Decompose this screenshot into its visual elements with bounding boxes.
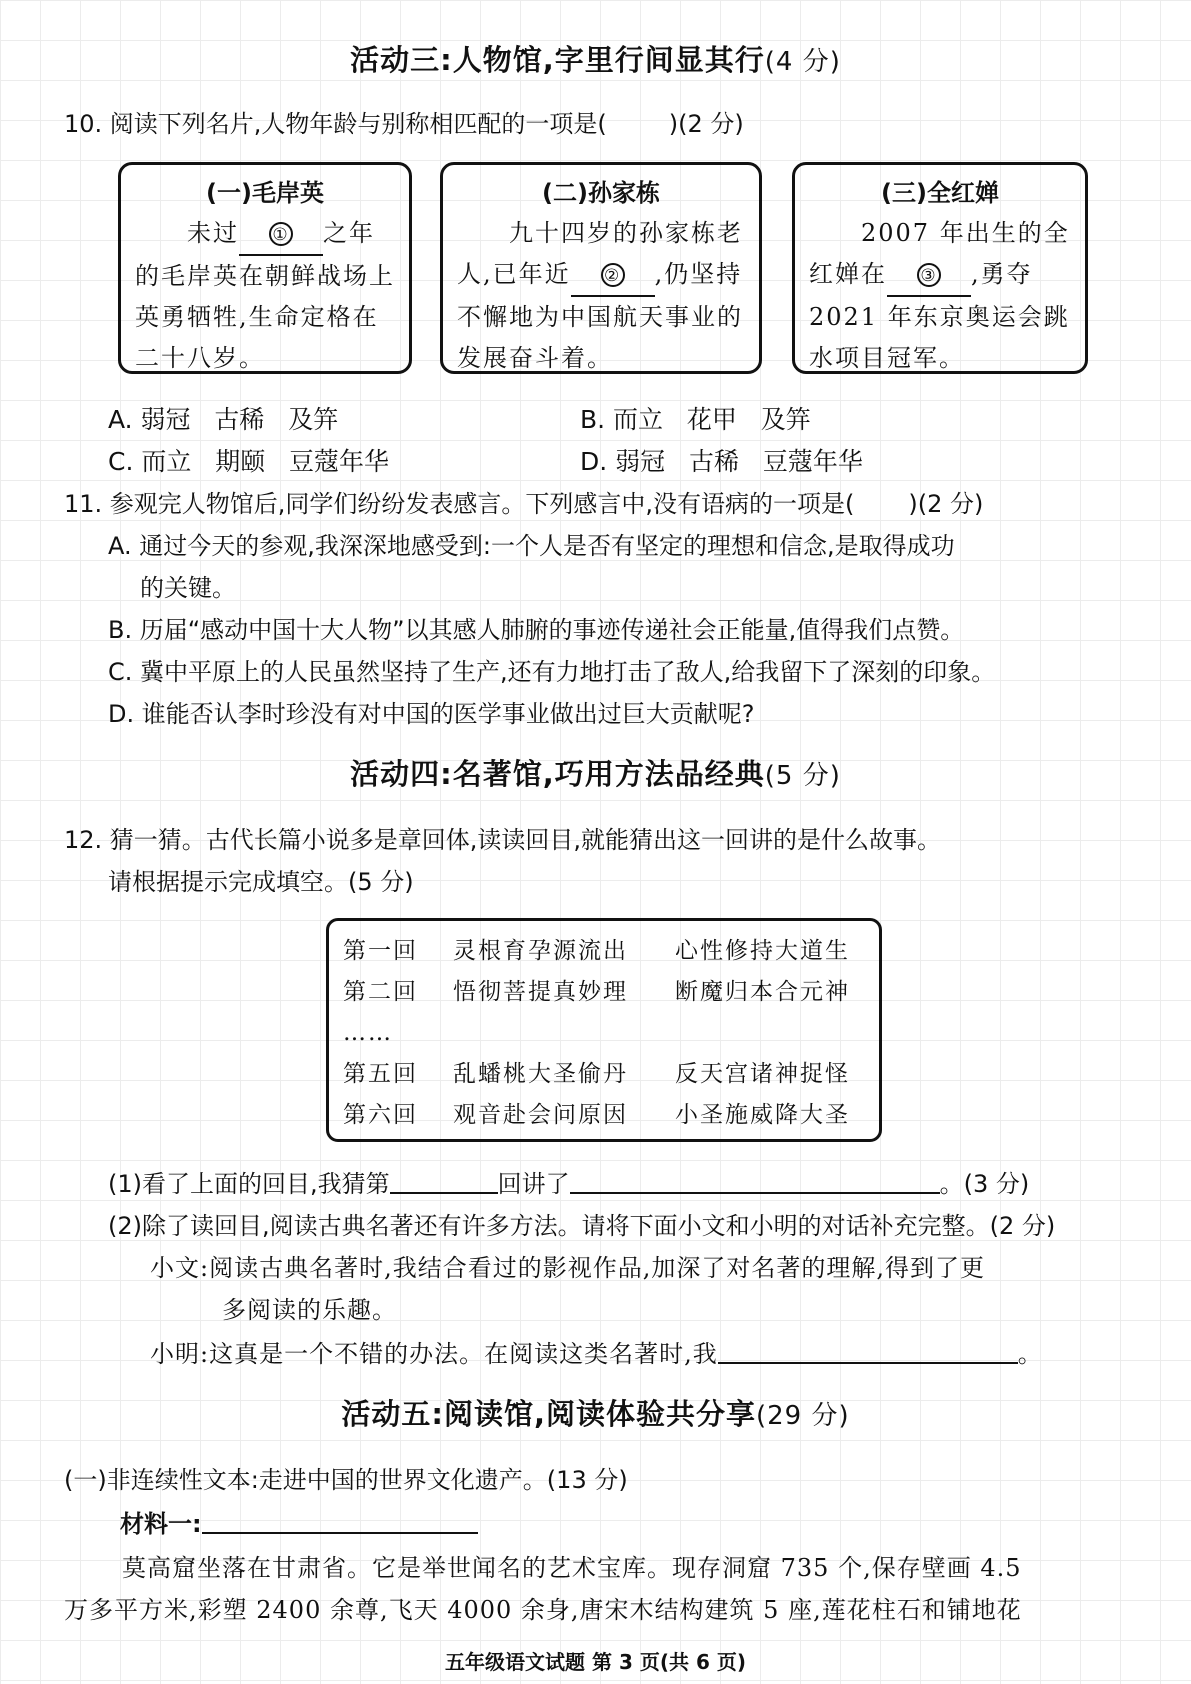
card-3-title: (三)全红婵 xyxy=(881,179,999,207)
xiaoming-end: 。 xyxy=(1017,1340,1043,1368)
chapter-row xyxy=(343,1054,865,1095)
q11-option-a[interactable]: A. 通过今天的参观,我深深地感受到:一个人是否有坚定的理想和信念,是取得成功 xyxy=(108,532,955,560)
activity3-points: (4 分) xyxy=(764,47,841,77)
material1-line2: 万多平方米,彩塑 2400 余尊,飞天 4000 余身,唐宋木结构建筑 5 座,莲花柱石和铺地花 xyxy=(64,1596,1022,1624)
chapter-row xyxy=(343,1095,865,1136)
card-2-text xyxy=(457,213,745,379)
blank-mark-3: ③ xyxy=(917,263,941,287)
chapter-row xyxy=(343,972,865,1013)
q11-stem-text: 11. 参观完人物馆后,同学们纷纷发表感言。下列感言中,没有语病的一项是( xyxy=(64,490,855,518)
xiaowen-line1: 小文:阅读古典名著时,我结合看过的影视作品,加深了对名著的理解,得到了更 xyxy=(150,1254,985,1282)
chapter-line-b: 心性修持大道生 xyxy=(675,938,850,964)
activity5-title: 活动五:阅读馆,阅读体验共分享 xyxy=(341,1397,756,1431)
q10-option-c[interactable]: C. 而立 期颐 豆蔻年华 xyxy=(108,447,390,476)
activity5-points: (29 分) xyxy=(755,1401,850,1431)
chapter-line-b: 反天宫诸神捉怪 xyxy=(675,1061,850,1087)
chapter-number: 第一回 xyxy=(343,938,418,964)
q11-option-c[interactable]: C. 冀中平原上的人民虽然坚持了生产,还有力地打击了敌人,给我留下了深刻的印象。 xyxy=(108,658,996,686)
q12-sub1-text-c: 。(3 分) xyxy=(939,1170,1030,1198)
activity4-title: 活动四:名著馆,巧用方法品经典 xyxy=(350,757,765,791)
xiaoming-line xyxy=(150,1334,1043,1369)
chapter-titles-box xyxy=(326,918,882,1142)
q10-stem-end: )(2 分) xyxy=(668,110,744,138)
chapter-row xyxy=(343,931,865,972)
q10-stem xyxy=(64,104,744,139)
xiaowen-line2: 多阅读的乐趣。 xyxy=(222,1296,397,1324)
activity4-points: (5 分) xyxy=(764,761,841,791)
activity3-heading xyxy=(0,38,1191,79)
q11-option-a-cont: 的关键。 xyxy=(140,574,236,602)
blank-mark-2: ② xyxy=(601,263,625,287)
xiaoming-text: 小明:这真是一个不错的办法。在阅读这类名著时,我 xyxy=(150,1340,718,1368)
xiaoming-answer-blank[interactable] xyxy=(718,1338,1018,1364)
chapter-story-blank[interactable] xyxy=(570,1168,940,1194)
name-card-1 xyxy=(118,162,412,374)
chapter-line-a: 乱蟠桃大圣偷丹 xyxy=(453,1061,628,1087)
chapter-ellipsis: …… xyxy=(343,1020,393,1046)
page-footer: 五年级语文试题 第 3 页(共 6 页) xyxy=(445,1650,746,1674)
activity5-heading xyxy=(0,1392,1191,1433)
q12-stem-line2: 请根据提示完成填空。(5 分) xyxy=(108,868,414,896)
card-3-text xyxy=(809,213,1071,379)
material1-title-blank[interactable] xyxy=(202,1508,478,1534)
material1-line1: 莫高窟坐落在甘肃省。它是举世闻名的艺术宝库。现存洞窟 735 个,保存壁画 4.5 xyxy=(122,1554,1022,1582)
q11-option-b[interactable]: B. 历届“感动中国十大人物”以其感人肺腑的事迹传递社会正能量,值得我们点赞。 xyxy=(108,616,965,644)
card-1-post: 之年的毛岸英在朝鲜战场上英勇牺牲,生命定格在二十八岁。 xyxy=(135,219,395,372)
q11-stem xyxy=(64,484,983,519)
chapter-line-b: 断魔归本合元神 xyxy=(675,979,850,1005)
card-3-blank xyxy=(887,254,971,297)
chapter-number: 第六回 xyxy=(343,1102,418,1128)
q10-stem-text: 10. 阅读下列名片,人物年龄与别称相匹配的一项是( xyxy=(64,110,607,138)
name-card-3 xyxy=(792,162,1088,374)
q10-option-a[interactable]: A. 弱冠 古稀 及笄 xyxy=(108,405,339,434)
card-2-blank xyxy=(571,254,655,297)
q11-option-d[interactable]: D. 谁能否认李时珍没有对中国的医学事业做出过巨大贡献呢? xyxy=(108,700,755,728)
card-3-pre: 2007 年出生的全红婵在 xyxy=(809,219,1070,288)
q12-sub1 xyxy=(108,1164,1029,1199)
chapter-number: 第二回 xyxy=(343,979,418,1005)
card-2-post: ,仍坚持不懈地为中国航天事业的发展奋斗着。 xyxy=(457,260,743,372)
chapter-line-a: 灵根育孕源流出 xyxy=(453,938,628,964)
card-1-text xyxy=(135,213,395,379)
card-1-pre: 未过 xyxy=(187,219,239,247)
chapter-line-a: 观音赴会问原因 xyxy=(453,1102,628,1128)
q10-option-b[interactable]: B. 而立 花甲 及笄 xyxy=(580,405,811,434)
material1-text: 材料一: xyxy=(120,1510,202,1538)
card-1-title: (一)毛岸英 xyxy=(206,179,324,207)
name-card-2 xyxy=(440,162,762,374)
q12-sub1-text-a: (1)看了上面的回目,我猜第 xyxy=(108,1170,390,1198)
chapter-number: 第五回 xyxy=(343,1061,418,1087)
activity3-title: 活动三:人物馆,字里行间显其行 xyxy=(350,43,765,77)
card-2-pre: 九十四岁的孙家栋老人,已年近 xyxy=(457,219,743,288)
material1-label xyxy=(120,1504,478,1539)
q11-stem-end: )(2 分) xyxy=(908,490,984,518)
card-3-post: ,勇夺 2021 年东京奥运会跳水项目冠军。 xyxy=(809,260,1070,372)
q12-sub2: (2)除了读回目,阅读古典名著还有许多方法。请将下面小文和小明的对话补充完整。(2 分) xyxy=(108,1212,1056,1240)
chapter-number-blank[interactable] xyxy=(390,1168,498,1194)
chapter-line-b: 小圣施威降大圣 xyxy=(675,1102,850,1128)
reading-part1-heading: (一)非连续性文本:走进中国的世界文化遗产。(13 分) xyxy=(64,1466,628,1494)
q12-stem-line1: 12. 猜一猜。古代长篇小说多是章回体,读读回目,就能猜出这一回讲的是什么故事。 xyxy=(64,826,942,854)
chapter-line-a: 悟彻菩提真妙理 xyxy=(453,979,628,1005)
q12-sub1-text-b: 回讲了 xyxy=(497,1170,570,1198)
q10-option-d[interactable]: D. 弱冠 古稀 豆蔻年华 xyxy=(580,447,863,476)
blank-mark-1: ① xyxy=(269,222,293,246)
card-2-title: (二)孙家栋 xyxy=(542,179,660,207)
chapter-row xyxy=(343,1013,865,1054)
card-1-blank xyxy=(239,213,323,256)
activity4-heading xyxy=(0,752,1191,793)
